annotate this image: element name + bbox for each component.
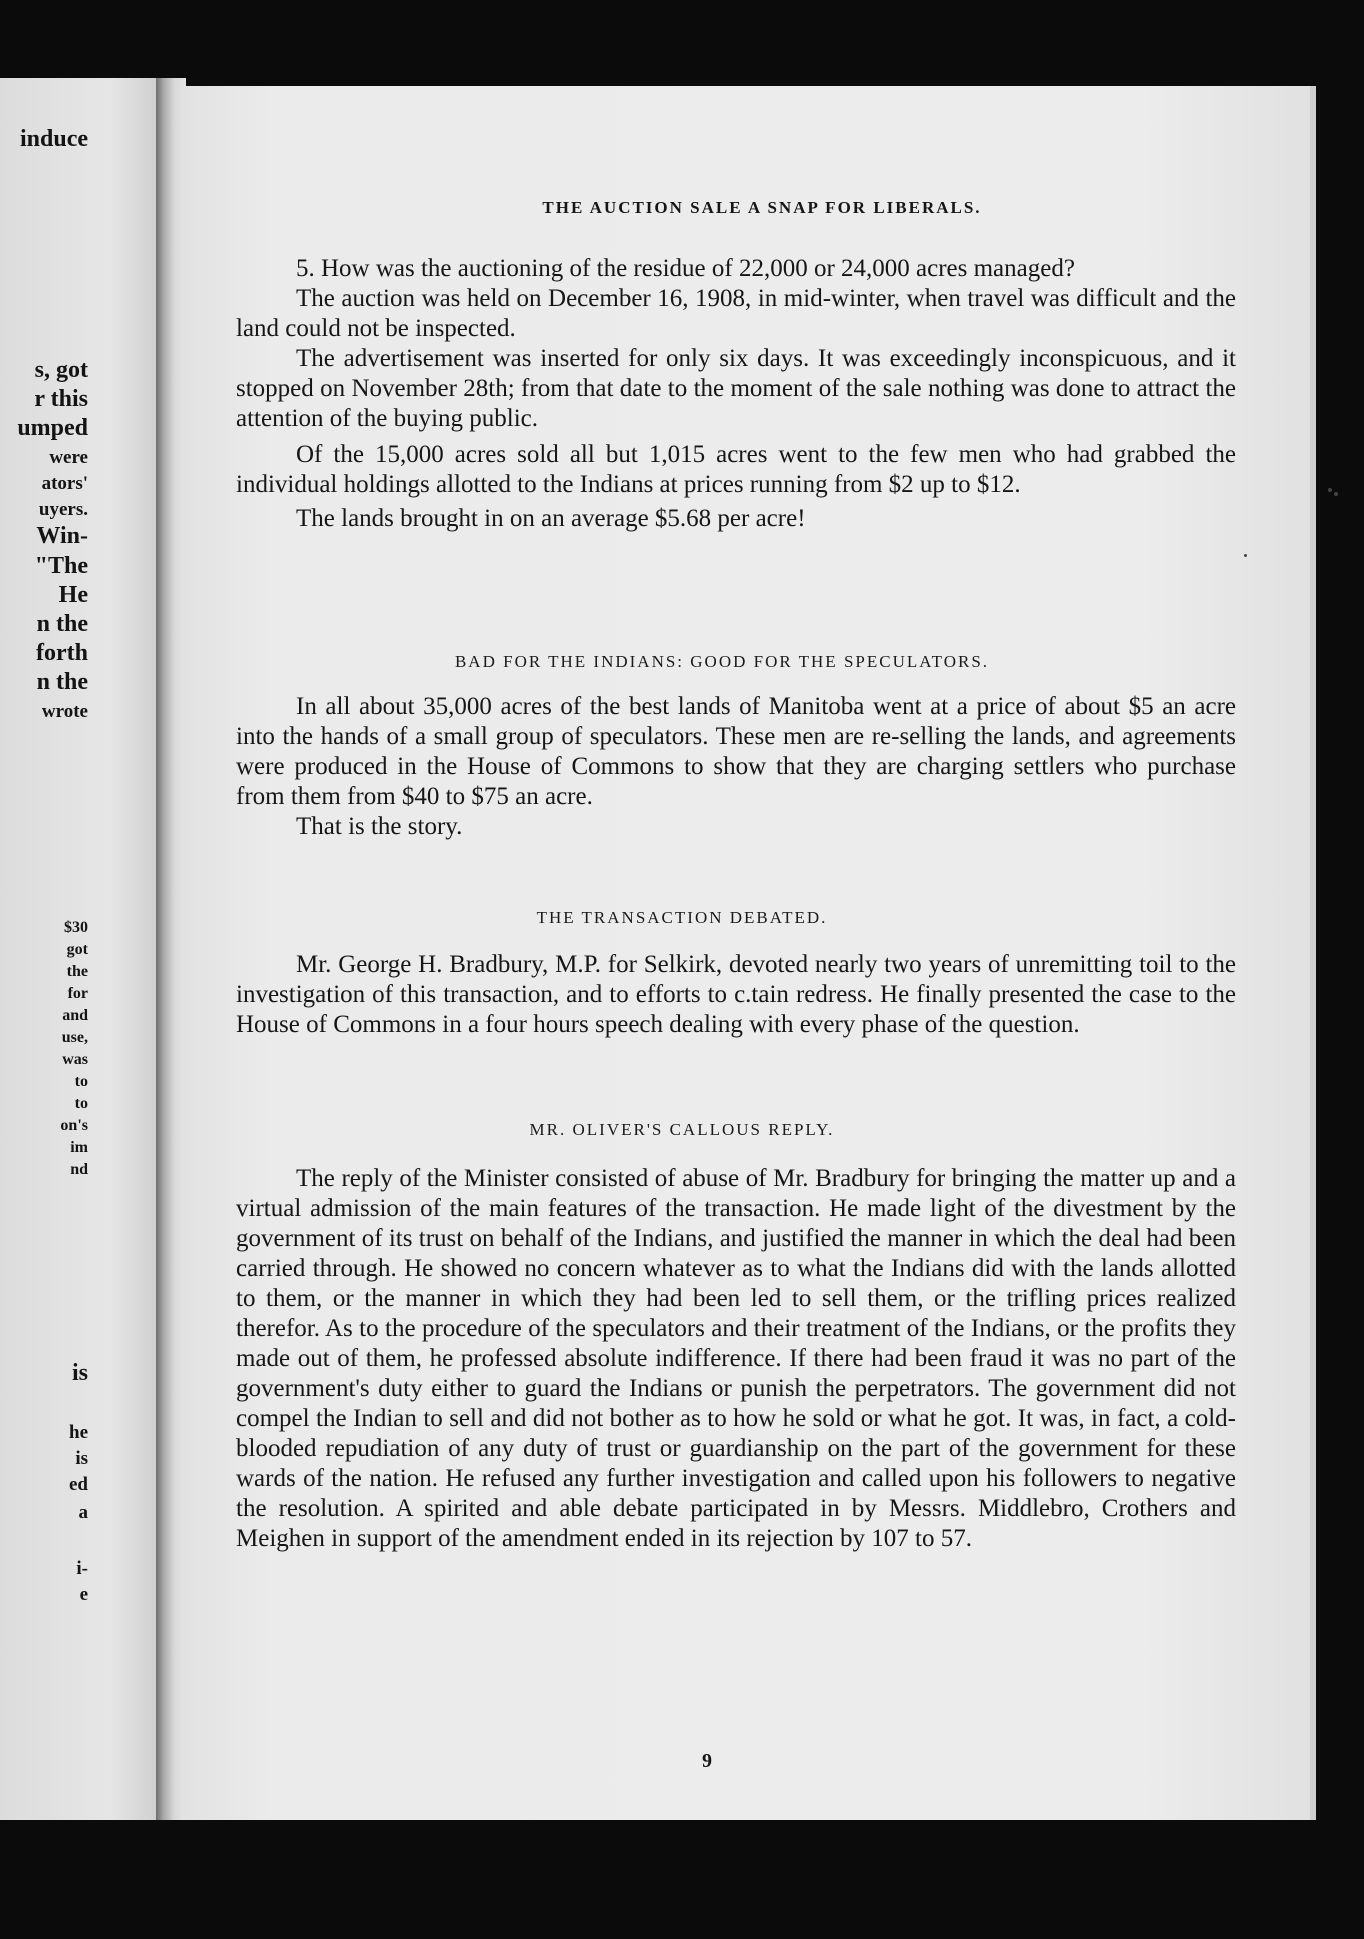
page-number: 9 bbox=[702, 1750, 712, 1772]
previous-page-text-fragment: were bbox=[49, 447, 88, 468]
previous-page-text-fragment: is bbox=[75, 1448, 88, 1469]
speculators-block bbox=[236, 692, 1236, 842]
section-heading-bad-for-indians: BAD FOR THE INDIANS: GOOD FOR THE SPECULATORS. bbox=[454, 652, 990, 671]
previous-page-text-fragment: induce bbox=[19, 126, 88, 152]
question-number: 5. bbox=[296, 255, 315, 282]
previous-page-text-fragment: He bbox=[58, 582, 88, 608]
previous-page-text-fragment: on's bbox=[60, 1117, 88, 1134]
previous-page-text-fragment: n the bbox=[36, 669, 88, 695]
previous-page-text-fragment: umped bbox=[17, 415, 88, 441]
running-head: THE AUCTION SALE A SNAP FOR LIBERALS. bbox=[542, 198, 982, 217]
paper-speck bbox=[1334, 492, 1338, 496]
book-page bbox=[182, 86, 1316, 1820]
previous-page-text-fragment: is bbox=[71, 1360, 88, 1386]
paragraph-average-price: The lands brought in on an average $5.68 per acre! bbox=[296, 505, 806, 532]
previous-page-text-fragment: got bbox=[66, 941, 88, 958]
previous-page-text-fragment: ed bbox=[69, 1474, 88, 1495]
section-heading-oliver-reply: MR. OLIVER'S CALLOUS REPLY. bbox=[529, 1120, 835, 1139]
previous-page-text-fragment: "The bbox=[34, 553, 88, 579]
previous-page-text-fragment: s, got bbox=[34, 357, 88, 383]
previous-page-text-fragment: and bbox=[62, 1007, 88, 1024]
previous-page-text-fragment: use, bbox=[61, 1029, 88, 1046]
previous-page-text-fragment: to bbox=[74, 1073, 88, 1090]
previous-page-text-fragment: a bbox=[78, 1502, 88, 1523]
paragraph-advertisement: The advertisement was inserted for only six days. It was exceedingly inconspicuous, and it stopped on November 28th; from that date to the moment of the sale nothing was done to attract the attention of the buying public. bbox=[236, 345, 1236, 432]
question-5-block bbox=[236, 254, 1236, 534]
question-text: How was the auctioning of the residue of 22,000 or 24,000 acres managed? bbox=[321, 255, 1075, 282]
reply-block bbox=[236, 1164, 1236, 1554]
previous-page-text-fragment: was bbox=[62, 1051, 88, 1068]
previous-page-text-fragment: to bbox=[74, 1095, 88, 1112]
previous-page-text-fragment: im bbox=[70, 1139, 88, 1156]
previous-page-text-fragment: he bbox=[69, 1422, 88, 1443]
section-heading-transaction-debated: THE TRANSACTION DEBATED. bbox=[536, 908, 828, 927]
paragraph-minister-reply: The reply of the Minister consisted of abuse of Mr. Bradbury for bringing the matter up and a virtual admission of the main features of the transaction. He made light of the divestment by the government of its trust on behalf of the Indians, and justified the manner in which the deal had been carried through. He showed no concern whatever as to what the Indians did with the lands allotted to them, or the manner in which they had been led to sell them, or the trifling prices realized therefor. As to the procedure of the speculators and their treatment of the Indians, or the profits they made out of them, he professed absolute indifference. If there had been fraud it was no part of the government's duty either to guard the Indians or punish the perpetrators. The government did not compel the Indian to sell and did not bother as to how he sold or what he got. It was, in fact, a cold-blooded repudiation of any duty of trust or guardianship on the part of the government for these wards of the nation. He refused any further investigation and called upon his followers to negative the resolution. A spirited and able debate participated in by Messrs. Middlebro, Crothers and Meighen in support of the amendment ended in its rejection by 107 to 57. bbox=[236, 1165, 1236, 1552]
debate-block bbox=[236, 950, 1236, 1040]
paragraph-story: That is the story. bbox=[296, 813, 463, 840]
paragraph-35000-acres: In all about 35,000 acres of the best lands of Manitoba went at a price of about $5 an acre into the hands of a small group of speculators. These men are re-selling the lands, and agreements were produced in the House of Commons to show that they are charging settlers who purchase from them from $40 to $75 an acre. bbox=[236, 693, 1236, 810]
previous-page-text-fragment: the bbox=[66, 963, 88, 980]
previous-page-text-fragment: Win- bbox=[36, 523, 88, 549]
question-5 bbox=[236, 254, 1236, 284]
previous-page-text-fragment: r this bbox=[34, 386, 88, 412]
previous-page-text-fragment: for bbox=[67, 985, 88, 1002]
previous-page-text-fragment: n the bbox=[36, 611, 88, 637]
previous-page-text-fragment: wrote bbox=[41, 701, 88, 722]
paragraph-auction-date: The auction was held on December 16, 1908, in mid-winter, when travel was difficult and the land could not be inspected. bbox=[236, 285, 1236, 342]
previous-page-text-fragment: e bbox=[79, 1584, 88, 1605]
previous-page-text-fragment: $30 bbox=[64, 919, 88, 936]
previous-page-text-fragment: ators' bbox=[41, 473, 88, 494]
previous-page-text-fragment: i- bbox=[76, 1558, 88, 1579]
paper-speck bbox=[1244, 554, 1247, 557]
paper-speck bbox=[1328, 488, 1332, 492]
previous-page-text-fragment: uyers. bbox=[38, 499, 88, 520]
previous-page-fragment bbox=[0, 78, 158, 1820]
paragraph-acres-sold: Of the 15,000 acres sold all but 1,015 acres went to the few men who had grabbed the individual holdings allotted to the Indians at prices running from $2 up to $12. bbox=[236, 441, 1236, 498]
paragraph-bradbury: Mr. George H. Bradbury, M.P. for Selkirk, devoted nearly two years of unremitting toil to the investigation of this transaction, and to efforts to c.tain redress. He finally presented the case to the House of Commons in a four hours speech dealing with every phase of the question. bbox=[236, 951, 1236, 1038]
previous-page-text-fragment: nd bbox=[70, 1161, 88, 1178]
previous-page-text-fragment: forth bbox=[36, 640, 88, 666]
